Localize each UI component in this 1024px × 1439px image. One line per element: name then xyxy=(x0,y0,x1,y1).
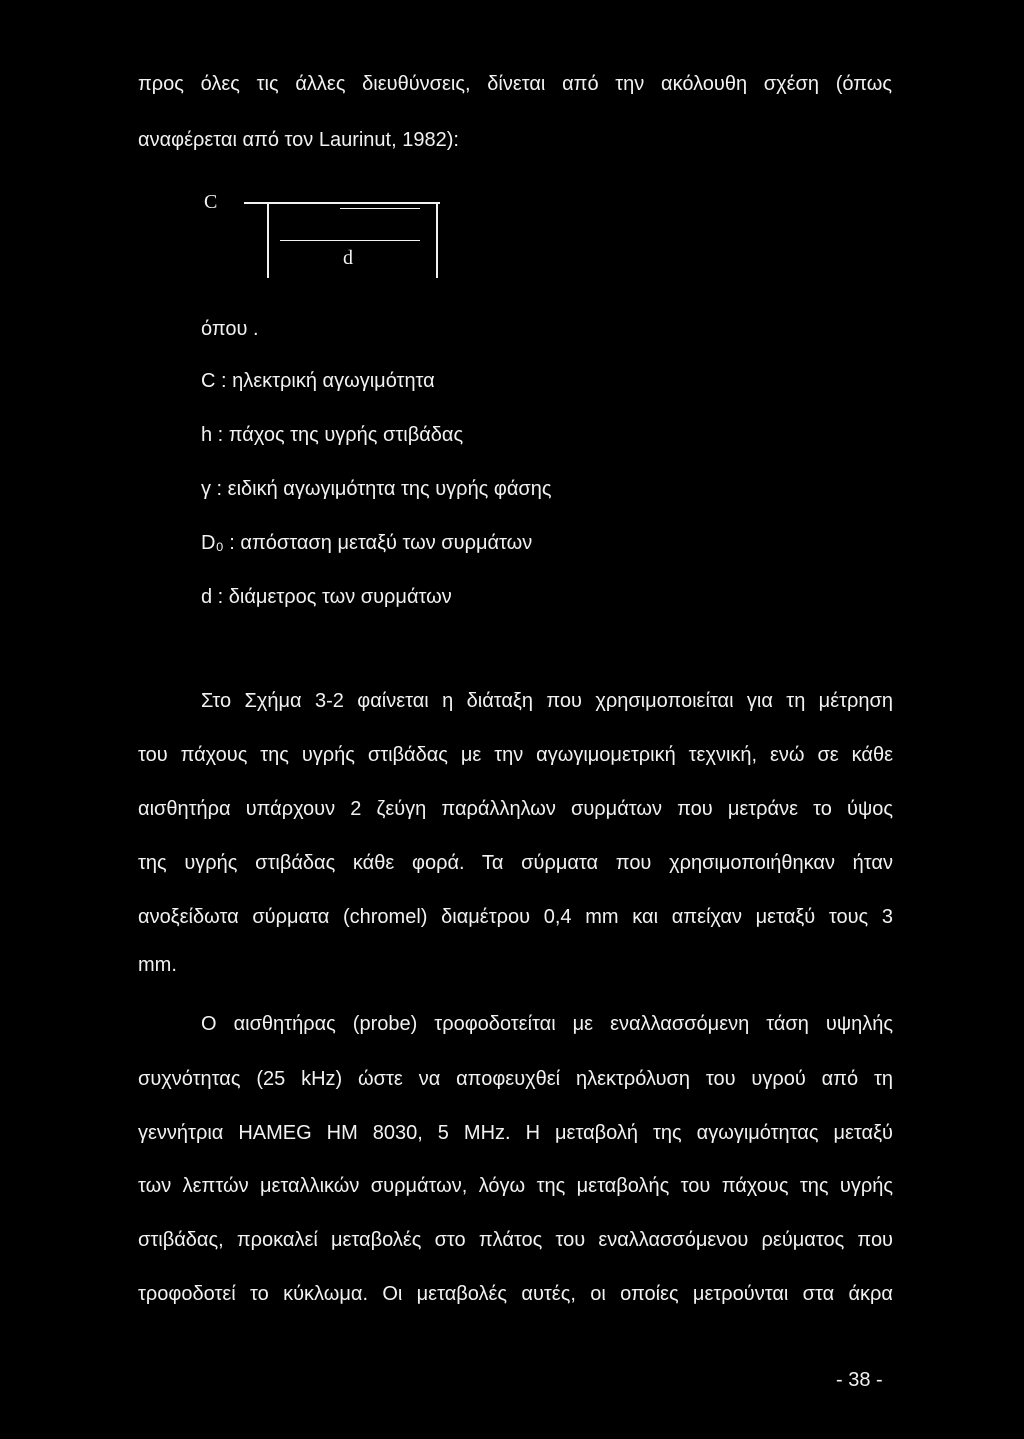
denominator-bar xyxy=(280,240,420,241)
definition-item: D₀ : απόσταση μεταξύ των συρμάτων xyxy=(201,532,533,554)
page-number: - 38 - xyxy=(836,1369,883,1391)
intro-line-1: προς όλες τις άλλες διευθύνσεις, δίνεται από την ακόλουθη σχέση (όπως xyxy=(138,73,892,95)
paragraph-line: αισθητήρα υπάρχουν 2 ζεύγη παράλληλων συρμάτων που μετράνε το ύψος xyxy=(138,798,893,820)
paragraph-line: των λεπτών μεταλλικών συρμάτων, λόγω της μεταβολής του πάχους της υγρής xyxy=(138,1175,893,1197)
paragraph-line: στιβάδας, προκαλεί μεταβολές στο πλάτος του εναλλασσόμενου ρεύματος που xyxy=(138,1229,893,1251)
conductance-formula xyxy=(200,180,460,290)
paragraph-line: γεννήτρια HAMEG HM 8030, 5 MHz. Η μεταβολή της αγωγιμότητας μεταξύ xyxy=(138,1122,893,1144)
intro-line-2: αναφέρεται από τον Laurinut, 1982): xyxy=(138,129,459,151)
bracket-right xyxy=(436,204,438,278)
definition-item: d : διάμετρος των συρμάτων xyxy=(201,586,452,608)
formula-denominator: d xyxy=(343,247,353,269)
paragraph-line: συχνότητας (25 kHz) ώστε να αποφευχθεί ηλεκτρόλυση του υγρού από τη xyxy=(138,1068,893,1090)
paragraph-line: του πάχους της υγρής στιβάδας με την αγωγιμομετρική τεχνική, ενώ σε κάθε xyxy=(138,744,893,766)
bracket-left xyxy=(267,204,269,278)
paragraph-line: Στο Σχήμα 3-2 φαίνεται η διάταξη που χρησιμοποιείται για τη μέτρηση xyxy=(201,690,893,712)
where-label: όπου . xyxy=(201,318,259,340)
paragraph-line: Ο αισθητήρας (probe) τροφοδοτείται με εναλλασσόμενη τάση υψηλής xyxy=(201,1013,893,1035)
formula-lhs: C xyxy=(204,191,218,213)
fraction-bar-dashed xyxy=(340,208,420,209)
definition-item: C : ηλεκτρική αγωγιμότητα xyxy=(201,370,435,392)
paragraph-line: τροφοδοτεί το κύκλωμα. Οι μεταβολές αυτές, οι οποίες μετρούνται στα άκρα xyxy=(138,1283,893,1305)
fraction-bar-outer xyxy=(244,202,440,204)
paragraph-line: mm. xyxy=(138,954,177,976)
definition-item: γ : ειδική αγωγιμότητα της υγρής φάσης xyxy=(201,478,552,500)
paragraph-line: της υγρής στιβάδας κάθε φορά. Τα σύρματα που χρησιμοποιήθηκαν ήταν xyxy=(138,852,893,874)
paragraph-line: ανοξείδωτα σύρματα (chromel) διαμέτρου 0,4 mm και απείχαν μεταξύ τους 3 xyxy=(138,906,893,928)
definition-item: h : πάχος της υγρής στιβάδας xyxy=(201,424,464,446)
